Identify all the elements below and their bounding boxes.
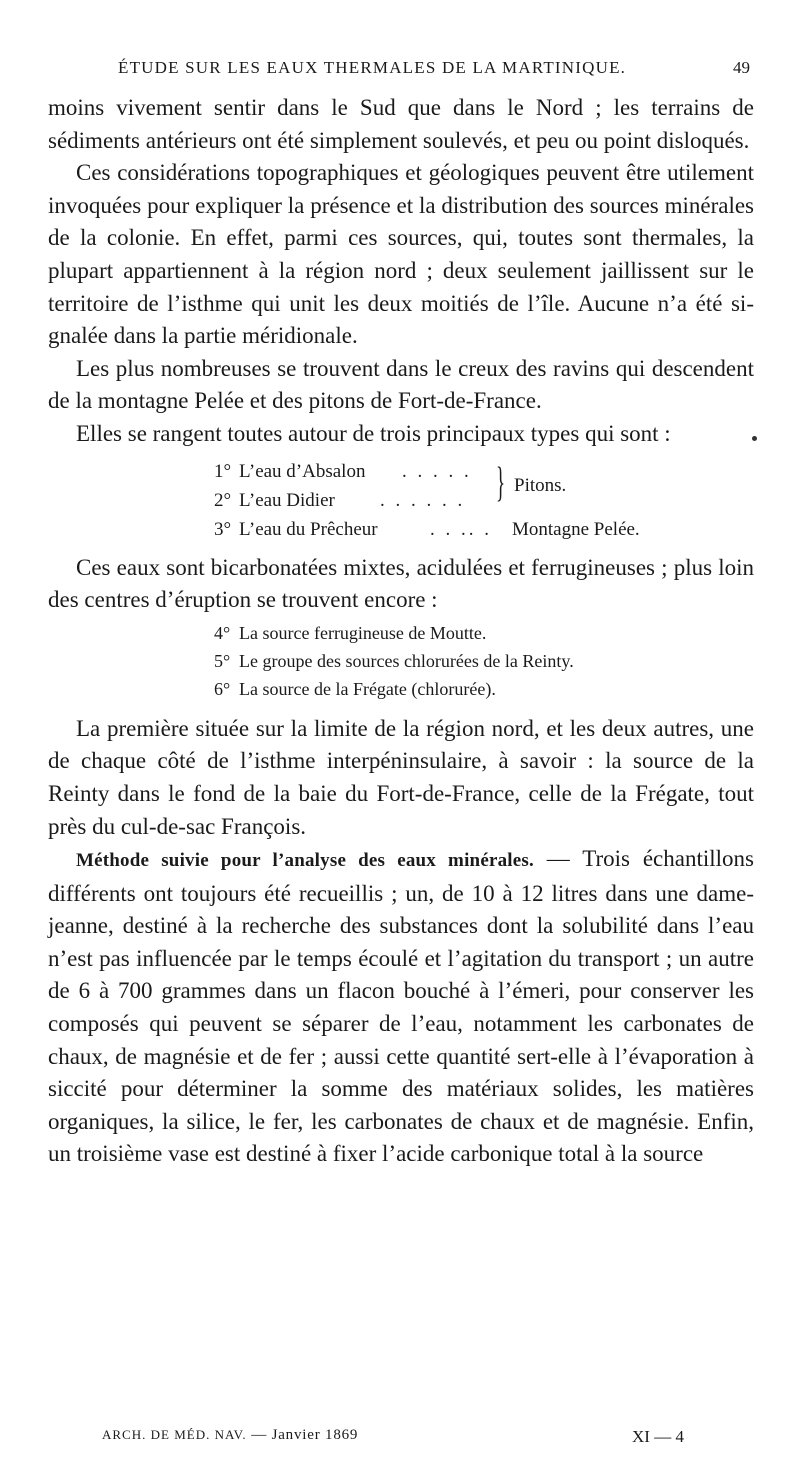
pitons-group	[48, 459, 754, 517]
list-item-label: La source de la Frégate (chlorurée).	[239, 678, 496, 699]
list-item-number: 4°	[214, 622, 231, 643]
page-number: 49	[733, 58, 750, 77]
paragraph-7-body: — Trois échantillons différents ont toujours été recueillis ; un, de 10 à 12 litres dans une dame-jeanne, destiné à la recherche des substances dont la solubilité dans l’eau n’est pas influencée par le temps écoulé et l’agitation du transport ; un autre de 6 à 700 grammes dans un flacon bouché à l’émeri, pour conserver les composés qui peuvent se séparer de l’eau, notamment les carbonates de chaux, de magnésie et de fer ; aussi cette quantité sert-elle à l’évaporation à siccité pour déterminer la somme des matériaux solides, les matières organiques, la silice, le fer, les carbonates de chaux et de magnésie. Enfin, un troisième vase est destiné à fixer l’acide carbonique total à la source	[48, 846, 754, 1167]
page-footer	[48, 1427, 754, 1453]
other-sources-list	[48, 621, 754, 705]
paragraph-6: La première située sur la limite de la région nord, et les deux autres, une de chaque côté de l’isthme interpéninsulaire, à savoir : la source de la Reinty dans le fond de la baie du Fort-de-France, celle de la Frégate, tout près du cul-de-sac François.	[48, 715, 754, 839]
ink-speck	[752, 436, 757, 441]
pitons-label: Pitons.	[514, 474, 567, 496]
leader-dots: . . . . . .	[380, 489, 466, 511]
paragraph-1: moins vivement sentir dans le Sud que dans le Nord ; les terrains de sédiments antérieurs ont été simplement soulevés, et peu ou point disloqués.	[48, 95, 754, 153]
signature-mark: XI — 4	[632, 1427, 684, 1446]
list-item	[48, 677, 754, 705]
paragraph-2: Ces considérations topographiques et géologiques peuvent être utilement invoquées pour expliquer la présence et la distribution des sources minérales de la colonie. En effet, parmi ces sources, qui, toutes sont thermales, la plupart appartiennent à la région nord ; deux seulement jaillissent sur le territoire de l’isthme qui unit les deux moitiés de l’île. Aucune n’a été signalée dans la partie méridionale.	[48, 160, 754, 349]
leader-dots: . . . . .	[402, 460, 472, 482]
list-item-number: 3°	[214, 518, 232, 540]
list-item-label: L’eau d’Absalon	[239, 460, 366, 482]
list-item-label: L’eau du Prêcheur	[239, 518, 378, 540]
curly-brace: }	[496, 459, 506, 506]
list-item	[48, 517, 754, 546]
spring-types-list	[48, 459, 754, 546]
leader-dots: . . .. .	[430, 518, 492, 540]
running-title: ÉTUDE SUR LES EAUX THERMALES DE LA MARTINIQUE.	[118, 58, 627, 77]
list-item-label: L’eau Didier	[239, 489, 335, 511]
paragraph-7	[48, 843, 754, 1171]
page-header	[48, 58, 754, 88]
list-item-number: 5°	[214, 650, 231, 671]
list-item-number: 2°	[214, 489, 232, 511]
list-item-label: La source ferrugineuse de Moutte.	[239, 622, 487, 643]
list-item-location: Montagne Pelée.	[512, 518, 640, 540]
list-item	[48, 649, 754, 677]
list-item	[48, 488, 754, 517]
footer-citation	[102, 1427, 358, 1444]
list-item	[48, 459, 754, 488]
list-item-number: 6°	[214, 678, 231, 699]
section-heading: Méthode suivie pour l’analyse des eaux minérales.	[76, 850, 534, 872]
body-text	[48, 92, 754, 1171]
paragraph-3: Les plus nombreuses se trouvent dans le creux des ravins qui descendent de la montagne Pelée et des pitons de Fort-de-France.	[48, 355, 754, 414]
paragraph-4: Elles se rangent toutes autour de trois principaux types qui sont :	[76, 420, 671, 446]
list-item	[48, 621, 754, 649]
list-item-number: 1°	[214, 460, 232, 482]
paragraph-5: Ces eaux sont bicarbonatées mixtes, acidulées et ferrugineuses ; plus loin des centres d’éruption se trouvent encore :	[48, 554, 754, 613]
journal-abbreviation: ARCH. DE MÉD. NAV.	[102, 1427, 247, 1442]
journal-date: — Janvier 1869	[251, 1427, 359, 1443]
document-page	[48, 0, 754, 1471]
list-item-label: Le groupe des sources chlorurées de la Reinty.	[239, 650, 574, 671]
